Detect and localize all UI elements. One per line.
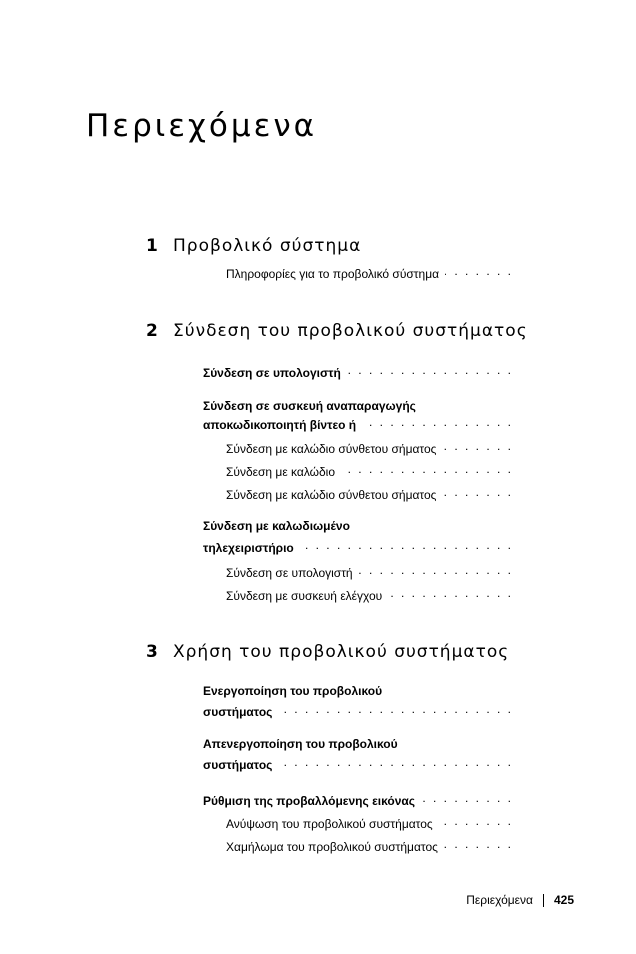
footer-divider bbox=[543, 894, 544, 907]
page-footer bbox=[466, 893, 574, 907]
dot-leader bbox=[362, 415, 513, 429]
toc-entry[interactable] bbox=[226, 439, 513, 455]
dot-leader bbox=[442, 485, 513, 499]
chapter-number: 1 bbox=[146, 236, 158, 256]
dot-leader bbox=[359, 563, 513, 577]
page-number: 425 bbox=[553, 893, 574, 907]
dot-leader bbox=[445, 264, 513, 278]
toc-entry[interactable] bbox=[203, 791, 513, 807]
toc-entry[interactable] bbox=[226, 837, 513, 853]
toc-entry[interactable] bbox=[226, 563, 513, 579]
toc-entry-label: αποκωδικοποιητή βίντεο ή bbox=[203, 418, 357, 432]
toc-entry-label-line1: Ενεργοποίηση του προβολικού bbox=[203, 684, 383, 698]
toc-entry-label: Σύνδεση σε υπολογιστή bbox=[226, 566, 353, 580]
toc-entry-label: συστήματος bbox=[203, 705, 273, 719]
dot-leader bbox=[388, 586, 513, 600]
toc-entry-label: τηλεχειριστήριο bbox=[203, 541, 294, 555]
toc-entry-label: Ανύψωση του προβολικού συστήματος bbox=[226, 817, 433, 831]
toc-entry-label: Σύνδεση με καλώδιο σύνθετου σήματος bbox=[226, 442, 437, 456]
chapter-number: 2 bbox=[146, 321, 158, 341]
toc-entry-label-line1: Σύνδεση σε συσκευή αναπαραγωγής bbox=[203, 399, 416, 413]
chapter-3 bbox=[0, 642, 636, 668]
toc-entry[interactable] bbox=[203, 702, 513, 718]
toc-entry[interactable] bbox=[226, 485, 513, 501]
chapter-title: Προβολικό σύστημα bbox=[173, 236, 362, 256]
dot-leader bbox=[341, 462, 513, 476]
toc-entry-label-line1: Απενεργοποίηση του προβολικού bbox=[203, 737, 398, 751]
footer-section-label: Περιεχόμενα bbox=[466, 893, 533, 907]
toc-entry-label-line1: Σύνδεση με καλωδιωμένο bbox=[203, 519, 350, 533]
chapter-title: Χρήση του προβολικού συστήματος bbox=[173, 642, 510, 662]
toc-entry-label: Χαμήλωμα του προβολικού συστήματος bbox=[226, 840, 438, 854]
toc-entry-label: Πληροφορίες για το προβολικό σύστημα bbox=[226, 267, 440, 281]
page-title: Περιεχόμενα bbox=[86, 108, 318, 144]
dot-leader bbox=[421, 791, 513, 805]
toc-entry-label: Ρύθμιση της προβαλλόμενης εικόνας bbox=[203, 794, 416, 808]
toc-entry-label: συστήματος bbox=[203, 758, 273, 772]
dot-leader bbox=[347, 363, 513, 377]
chapter-title: Σύνδεση του προβολικού συστήματος bbox=[173, 321, 528, 341]
toc-entry[interactable] bbox=[226, 264, 513, 280]
toc-entry-label: Σύνδεση με συσκευή ελέγχου bbox=[226, 589, 383, 603]
dot-leader bbox=[278, 755, 513, 769]
toc-entry[interactable] bbox=[203, 755, 513, 771]
dot-leader bbox=[300, 538, 513, 552]
toc-entry[interactable] bbox=[226, 586, 513, 602]
toc-entry-label: Σύνδεση με καλώδιο σύνθετου σήματος bbox=[226, 488, 437, 502]
dot-leader bbox=[439, 814, 513, 828]
toc-entry[interactable] bbox=[203, 363, 513, 379]
chapter-number: 3 bbox=[146, 642, 158, 662]
toc-entry[interactable] bbox=[203, 415, 513, 431]
dot-leader bbox=[278, 702, 513, 716]
chapter-2 bbox=[0, 321, 636, 347]
dot-leader bbox=[444, 837, 513, 851]
toc-entry[interactable] bbox=[203, 538, 513, 554]
dot-leader bbox=[442, 439, 513, 453]
chapter-1 bbox=[0, 236, 636, 262]
toc-entry-label: Σύνδεση σε υπολογιστή bbox=[203, 366, 341, 380]
toc-entry[interactable] bbox=[226, 462, 513, 478]
toc-entry[interactable] bbox=[226, 814, 513, 830]
toc-entry-label: Σύνδεση με καλώδιο bbox=[226, 465, 336, 479]
